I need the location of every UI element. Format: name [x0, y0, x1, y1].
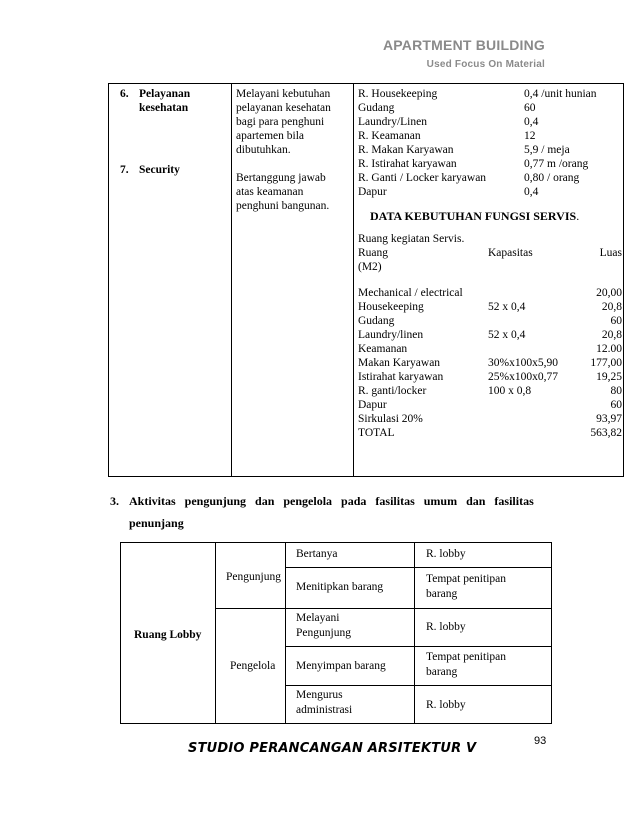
service-row — [358, 398, 622, 412]
service-row — [358, 286, 622, 300]
group-label: Pengunjung — [226, 571, 281, 583]
service-requirements-table — [108, 83, 624, 477]
service-area: 60 — [610, 399, 622, 411]
facility-label-line: kesehatan — [139, 102, 189, 114]
service-area: 12.00 — [596, 343, 622, 355]
table-border — [623, 83, 624, 477]
ratio-room: Laundry/Linen — [358, 116, 427, 128]
service-area: 20,8 — [601, 329, 622, 341]
ratio-row — [358, 101, 622, 115]
studio-footer: STUDIO PERANCANGAN ARSITEKTUR V — [188, 741, 477, 756]
service-row — [358, 384, 622, 398]
table-border — [108, 83, 624, 84]
col-kapasitas: Kapasitas — [488, 247, 533, 259]
ratio-row — [358, 87, 622, 101]
activity-cell: Menyimpan barang — [296, 660, 386, 672]
service-capacity: 100 x 0,8 — [488, 385, 532, 397]
room-label: Ruang Lobby — [134, 629, 202, 641]
service-capacity: 52 x 0,4 — [488, 301, 526, 313]
page-header-subtitle: Used Focus On Material — [426, 59, 545, 70]
page-number: 93 — [534, 735, 547, 747]
service-room: Mechanical / electrical — [358, 287, 463, 299]
table-border — [120, 542, 121, 724]
description-line: apartemen bila — [236, 130, 305, 142]
table-border — [120, 542, 552, 543]
service-room: Istirahat karyawan — [358, 371, 444, 383]
ratio-value: 5,9 / meja — [524, 144, 570, 156]
section-title-line: penunjang — [129, 516, 184, 530]
location-cell: Tempat penitipan barang — [426, 651, 506, 678]
data-heading — [370, 209, 622, 223]
ratio-value: 0,4 /unit hunian — [524, 88, 597, 100]
service-area: 19,25 — [596, 371, 622, 383]
section-title-line: Aktivitas pengunjung dan pengelola pada fasilitas umum dan fasilitas — [129, 494, 534, 508]
service-area: 563,82 — [590, 427, 622, 439]
service-row — [358, 370, 622, 384]
service-row — [358, 426, 622, 440]
table-divider — [285, 646, 552, 647]
ratio-row — [358, 129, 622, 143]
ratio-room: Gudang — [358, 102, 395, 114]
ratio-row — [358, 115, 622, 129]
activity-cell: Menitipkan barang — [296, 581, 384, 593]
facility-label-line: Pelayanan — [139, 88, 191, 100]
service-capacity — [488, 314, 584, 328]
service-area: 60 — [610, 315, 622, 327]
service-room: Housekeeping — [358, 301, 424, 313]
service-room: TOTAL — [358, 427, 395, 439]
service-area: 80 — [610, 385, 622, 397]
service-area: 20,8 — [601, 301, 622, 313]
service-row — [358, 314, 622, 328]
activity-cell: Melayani Pengunjung — [296, 612, 351, 639]
ratio-row — [358, 185, 622, 199]
service-row — [358, 356, 622, 370]
ratio-room: R. Makan Karyawan — [358, 144, 454, 156]
service-room: Dapur — [358, 399, 387, 411]
data-heading-text: DATA KEBUTUHAN FUNGSI SERVIS — [370, 209, 577, 223]
section-heading — [110, 494, 550, 530]
service-capacity — [488, 342, 584, 356]
service-room: Gudang — [358, 315, 395, 327]
service-capacity: 52 x 0,4 — [488, 329, 526, 341]
service-room: Keamanan — [358, 343, 408, 355]
lobby-activity-table — [120, 542, 552, 724]
ratio-room: R. Ganti / Locker karyawan — [358, 172, 487, 184]
ratio-room: R. Housekeeping — [358, 88, 438, 100]
location-cell: R. lobby — [426, 621, 466, 633]
description-line: dibutuhkan. — [236, 144, 291, 156]
description-line: pelayanan kesehatan — [236, 102, 331, 114]
page-header-title: APARTMENT BUILDING — [383, 37, 545, 53]
facility-number: 7. — [120, 164, 129, 176]
description-line: Melayani kebutuhan — [236, 88, 331, 100]
ratio-list — [358, 87, 622, 199]
ratio-value: 0,80 / orang — [524, 172, 580, 184]
service-row — [358, 342, 622, 356]
service-area: 20,00 — [596, 287, 622, 299]
services-list — [358, 286, 622, 440]
service-row — [358, 300, 622, 314]
ratio-value: 0,77 m /orang — [524, 158, 589, 170]
location-cell: R. lobby — [426, 699, 466, 711]
description-line: penghuni bangunan. — [236, 200, 330, 212]
facility-number: 6. — [120, 88, 129, 100]
ruang-kegiatan-label: Ruang kegiatan Servis. — [358, 233, 465, 245]
service-row — [358, 328, 622, 342]
service-room: Laundry/linen — [358, 329, 424, 341]
service-capacity — [488, 412, 584, 426]
ratio-room: R. Istirahat karyawan — [358, 158, 457, 170]
service-capacity — [488, 286, 584, 300]
ratio-value: 0,4 — [524, 116, 539, 128]
service-capacity — [488, 426, 584, 440]
table-divider — [285, 685, 552, 686]
description-line: atas keamanan — [236, 186, 304, 198]
table-divider — [215, 542, 216, 724]
ratio-row — [358, 143, 622, 157]
service-capacity: 25%x100x0,77 — [488, 371, 558, 383]
ratio-room: R. Keamanan — [358, 130, 421, 142]
table-divider — [414, 542, 415, 724]
services-header-row — [358, 246, 622, 260]
service-capacity — [488, 398, 584, 412]
description-line: bagi para penghuni — [236, 116, 325, 128]
table-border — [108, 83, 109, 477]
service-area: 177,00 — [590, 357, 622, 369]
service-row — [358, 412, 622, 426]
service-room: Sirkulasi 20% — [358, 413, 423, 425]
group-label: Pengelola — [230, 660, 276, 672]
facility-column — [120, 87, 230, 177]
facility-item — [120, 87, 230, 115]
table-divider — [285, 542, 286, 724]
data-heading-dot: . — [576, 209, 580, 223]
table-divider — [231, 83, 232, 477]
col-m2: (M2) — [358, 261, 382, 273]
facility-label: Security — [139, 164, 180, 176]
description-column — [236, 87, 351, 213]
table-divider — [353, 83, 354, 477]
ratio-row — [358, 157, 622, 171]
service-room: R. ganti/locker — [358, 385, 427, 397]
detail-column — [358, 87, 622, 440]
ratio-value: 60 — [524, 102, 536, 114]
table-divider — [215, 608, 552, 609]
col-luas: Luas — [599, 247, 622, 259]
location-cell: Tempat penitipan barang — [426, 573, 506, 600]
table-border — [551, 542, 552, 724]
activity-cell: Mengurus administrasi — [296, 689, 353, 716]
section-number: 3. — [110, 494, 119, 508]
location-cell: R. lobby — [426, 548, 466, 560]
ratio-row — [358, 171, 622, 185]
ratio-value: 0,4 — [524, 186, 539, 198]
service-room: Makan Karyawan — [358, 357, 441, 369]
facility-label — [139, 87, 190, 115]
ratio-room: Dapur — [358, 186, 387, 198]
service-capacity: 30%x100x5,90 — [488, 357, 558, 369]
activity-cell: Bertanya — [296, 548, 338, 560]
table-divider — [285, 567, 552, 568]
ratio-value: 12 — [524, 130, 536, 142]
table-border — [120, 723, 552, 724]
service-area: 93,97 — [596, 413, 622, 425]
description-line: Bertanggung jawab — [236, 172, 326, 184]
table-border — [108, 476, 624, 477]
facility-item — [120, 163, 230, 177]
col-ruang: Ruang — [358, 247, 389, 259]
